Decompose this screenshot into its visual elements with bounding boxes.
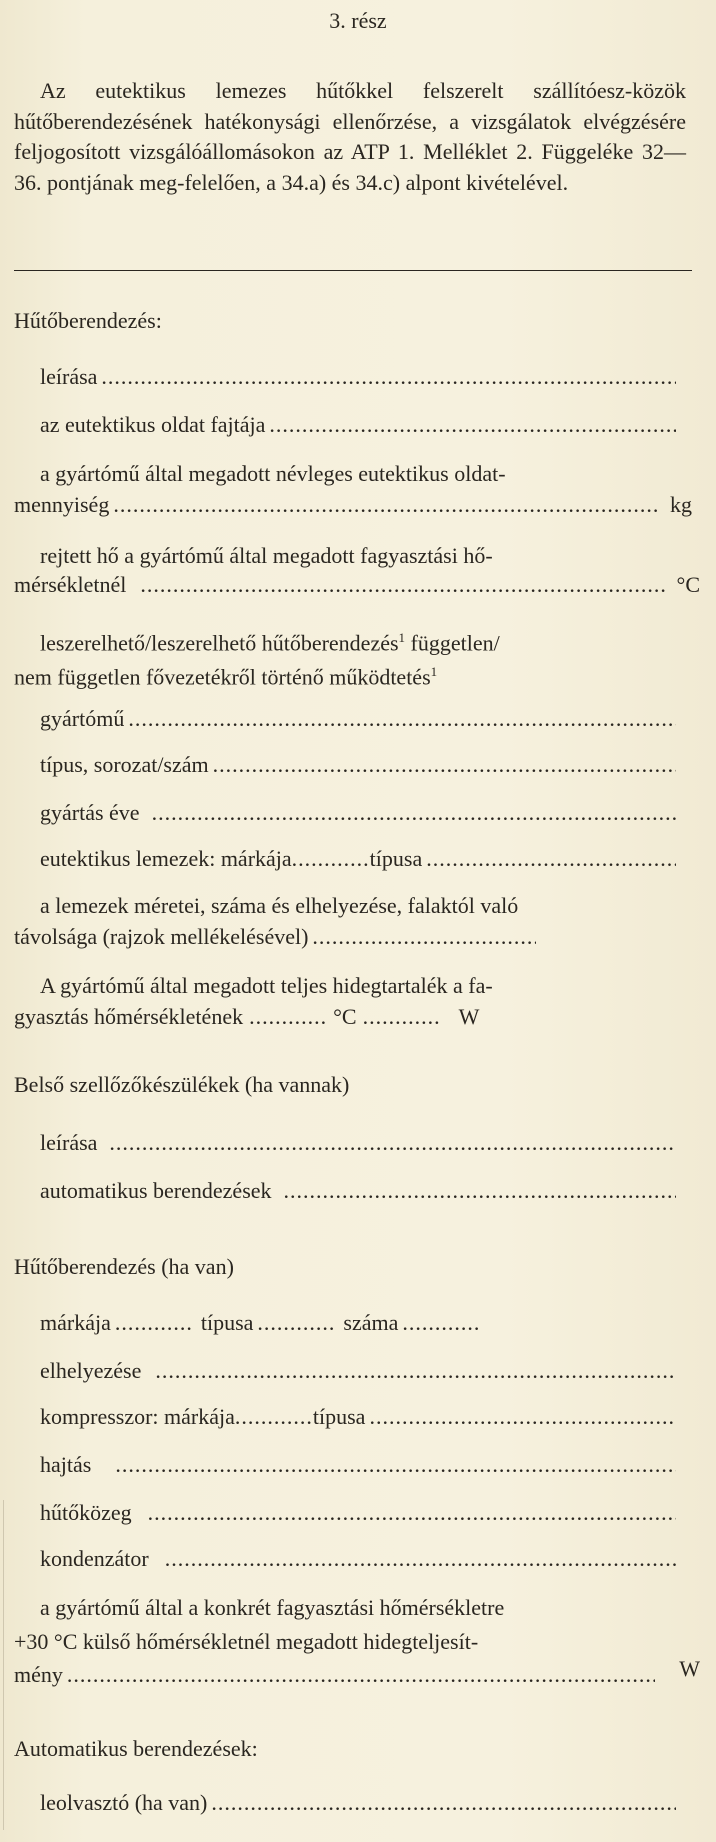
- teljesitmeny-line1: a gyártómű által a konkrét fagyasztási hőmérsékletre: [40, 1595, 505, 1620]
- fill-dots: [155, 1358, 676, 1384]
- fill-dots: [165, 1546, 676, 1572]
- field-markaja-tipusa-szama[interactable]: [40, 1310, 600, 1336]
- field-label: távolsága (rajzok mellékelésével): [14, 924, 309, 949]
- section-heading-automatikus: Automatikus berendezések:: [14, 1736, 258, 1761]
- field-label: mény: [14, 1662, 63, 1687]
- field-label: hűtőközeg: [40, 1500, 132, 1525]
- field-elhelyezese[interactable]: [40, 1358, 680, 1384]
- fill-dots: [148, 1500, 676, 1526]
- unit-kg: kg: [670, 492, 692, 517]
- field-label: leírása: [40, 1130, 98, 1155]
- intro-paragraph: Az eutektikus lemezes hűtőkkel felszerelt szállítóesz-közök hűtőberendezésének hatékonysági ellenőrzése, a vizsgálatok elvégzésére feljogosított vizsgálóállomásokon az ATP 1. Melléklet 2. Függeléke 32—36. pontjának meg-felelően, a 34.a) és 34.c) alpont kivételével.: [14, 78, 686, 195]
- page-title: 3. rész: [329, 8, 387, 33]
- field-label: elhelyezése: [40, 1358, 142, 1383]
- field-meretei[interactable]: [14, 924, 540, 950]
- leszerelheto-line1: leszerelhető/leszerelhető hűtőberendezés$^1$ független/: [40, 630, 500, 656]
- fill-dots: [128, 706, 676, 732]
- fill-dots: [312, 924, 536, 950]
- teljesitmeny-line2: +30 °C külső hőmérsékletnél megadott hidegteljesít-: [14, 1629, 479, 1654]
- field-rejtett-ho[interactable]: [14, 572, 700, 598]
- field-label-szama: száma: [343, 1310, 399, 1335]
- section-heading-hutoberendezes-ha-van: Hűtőberendezés (ha van): [14, 1254, 234, 1279]
- fill-dots: [101, 364, 676, 390]
- separator-rule: [14, 270, 692, 271]
- fill-dots: [113, 492, 660, 518]
- field-gyartomu[interactable]: [40, 706, 680, 732]
- field-hutokozeg[interactable]: [40, 1500, 680, 1526]
- nevleges-label-line1: a gyártómű által megadott névleges eutektikus oldat-: [40, 461, 506, 486]
- hidegtartalek-line1: A gyártómű által megadott teljes hidegtartalék a fa-: [40, 973, 493, 998]
- field-label: kompresszor: márkája: [40, 1404, 235, 1429]
- fill-dots: [211, 1790, 676, 1816]
- field-label: leírása: [40, 364, 98, 389]
- field-label: típus, sorozat/szám: [40, 752, 209, 777]
- fill-dots: [363, 1004, 441, 1030]
- fill-dots: [249, 1004, 327, 1030]
- field-label: gyártás éve: [40, 800, 140, 825]
- unit-celsius: °C: [676, 572, 700, 597]
- unit-watt: W: [679, 1656, 700, 1681]
- field-hidegtartalek[interactable]: [14, 1004, 574, 1030]
- field-oldat-fajtaja[interactable]: [40, 412, 680, 438]
- meretei-line1: a lemezek méretei, száma és elhelyezése, falaktól való: [40, 893, 519, 918]
- fill-dots: [115, 1310, 193, 1336]
- field-label: gyártómű: [40, 706, 125, 731]
- field-leirasa[interactable]: [40, 364, 680, 390]
- field-lemezek-markaja[interactable]: [40, 846, 680, 872]
- field-kondenzator[interactable]: [40, 1546, 680, 1572]
- fill-dots: [213, 752, 676, 778]
- field-label: hajtás: [40, 1452, 92, 1477]
- field-label: leolvasztó (ha van): [40, 1790, 208, 1815]
- field-label-tipusa: típusa: [200, 1310, 254, 1335]
- fill-dots: [235, 1404, 313, 1430]
- field-label: az eutektikus oldat fajtája: [40, 412, 266, 437]
- scan-margin-line: [3, 1500, 4, 1830]
- fill-dots: [426, 846, 676, 872]
- section-heading-szellozo: Belső szellőzőkészülékek (ha vannak): [14, 1072, 350, 1097]
- fill-dots: [152, 800, 676, 826]
- field-label: automatikus berendezések: [40, 1178, 272, 1203]
- fill-dots: [269, 412, 676, 438]
- field-label: márkája: [40, 1310, 111, 1335]
- unit-celsius: °C: [333, 1004, 357, 1029]
- section-heading-hutoberendezes: Hűtőberendezés:: [14, 308, 162, 333]
- field-label-tipusa: típusa: [369, 846, 423, 871]
- field-label-tipusa: típusa: [312, 1404, 366, 1429]
- fill-dots: [284, 1178, 676, 1204]
- field-label: kondenzátor: [40, 1546, 149, 1571]
- field-kompresszor[interactable]: [40, 1404, 680, 1430]
- field-tipus-sorozat[interactable]: [40, 752, 680, 778]
- field-leolvaszto[interactable]: [40, 1790, 680, 1816]
- field-label: gyasztás hőmérsékletének: [14, 1004, 244, 1029]
- fill-dots: [292, 846, 370, 872]
- field-label: mennyiség: [14, 492, 110, 517]
- field-nevleges-mennyiseg[interactable]: [14, 492, 692, 518]
- fill-dots: [109, 1130, 676, 1156]
- field-hidegteljesitmeny[interactable]: [14, 1656, 700, 1688]
- field-hajtas[interactable]: [40, 1452, 680, 1478]
- fill-dots: [115, 1452, 676, 1478]
- field-gyartas-eve[interactable]: [40, 800, 680, 826]
- field-automatikus-berendezesek[interactable]: [40, 1178, 680, 1204]
- field-szellozo-leirasa[interactable]: [40, 1130, 680, 1156]
- field-label: eutektikus lemezek: márkája: [40, 846, 292, 871]
- fill-dots: [257, 1310, 335, 1336]
- fill-dots: [369, 1404, 676, 1430]
- unit-watt: W: [458, 1004, 480, 1029]
- field-label: mérsékletnél: [14, 572, 127, 597]
- rejtett-label-line1: rejtett hő a gyártómű által megadott fagyasztási hő-: [40, 543, 493, 568]
- fill-dots: [140, 572, 666, 598]
- leszerelheto-line2: nem független fővezetékről történő működtetés$^1$: [14, 664, 438, 690]
- fill-dots: [402, 1310, 480, 1336]
- fill-dots: [67, 1662, 655, 1688]
